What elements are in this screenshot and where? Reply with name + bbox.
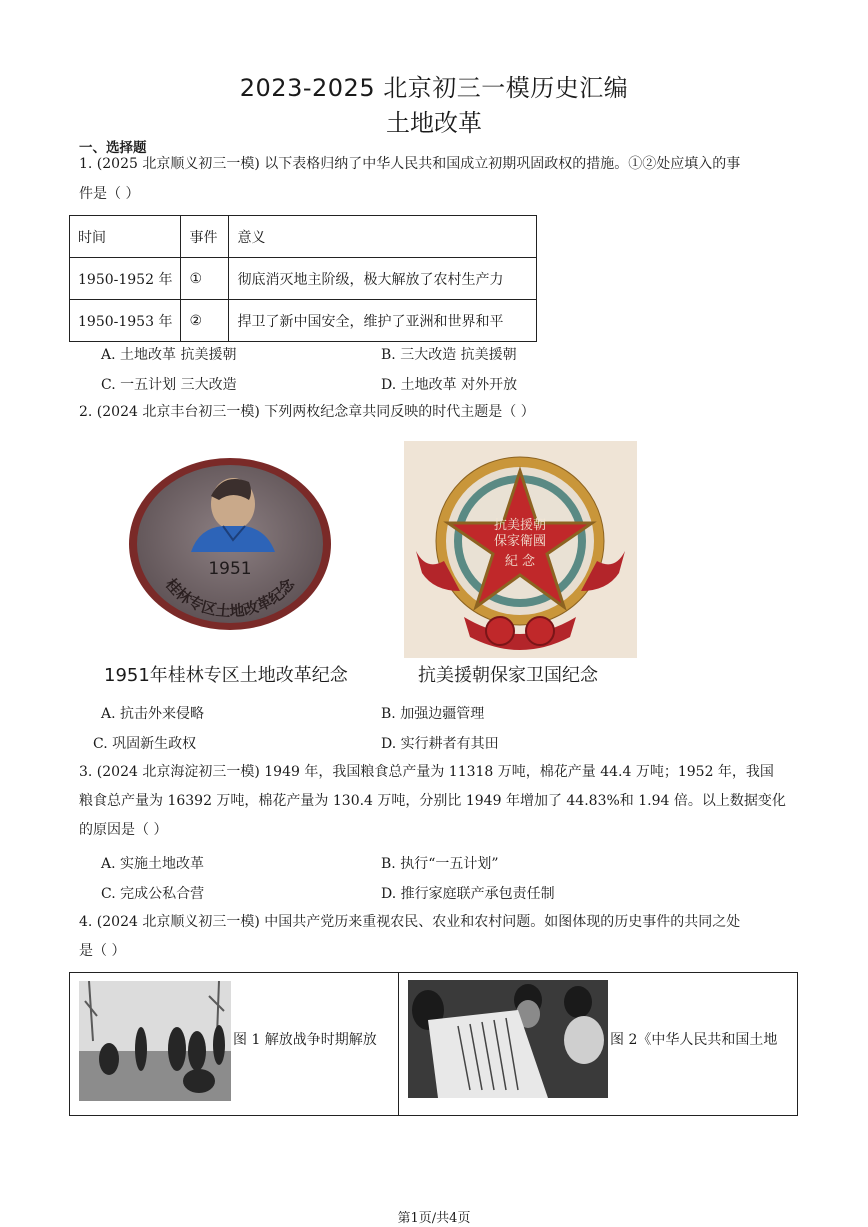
q3-stem-line1: 3. (2024 北京海淀初三一模) 1949 年，我国粮食总产量为 11318 万吨，棉花产量 44.4 万吨；1952 年，我国: [79, 764, 774, 780]
badge2-text-line2: 保家衛國: [493, 534, 547, 549]
land-reform-photo: [79, 981, 231, 1101]
badge2-text-line3: 紀 念: [504, 554, 536, 569]
q2-option-c[interactable]: C. 巩固新生政权: [93, 736, 197, 752]
page-number: 第1页/共4页: [397, 1211, 471, 1226]
q2-option-d[interactable]: D. 实行耕者有其田: [381, 736, 499, 752]
q3-option-a[interactable]: A. 实施土地改革: [101, 856, 205, 872]
q3-option-d[interactable]: D. 推行家庭联产承包责任制: [381, 886, 555, 902]
land-law-photo: [408, 980, 608, 1098]
q1-option-b[interactable]: B. 三大改造 抗美援朝: [381, 347, 517, 363]
badge2-text-line1: 抗美援朝: [493, 518, 547, 533]
q3-stem-line3: 的原因是（ ）: [79, 822, 168, 838]
table-cell: 捍卫了新中国安全，维护了亚洲和世界和平: [229, 300, 537, 342]
page-title: 2023-2025 北京初三一模历史汇编: [239, 74, 629, 102]
table-cell: ②: [181, 300, 229, 342]
table-row: [70, 300, 537, 342]
page-subtitle: 土地改革: [386, 109, 482, 137]
q2-option-b[interactable]: B. 加强边疆管理: [381, 706, 485, 722]
q1-option-c[interactable]: C. 一五计划 三大改造: [101, 377, 237, 393]
table-header-cell: 事件: [181, 216, 229, 258]
table-cell: 1950-1952 年: [70, 258, 181, 300]
fig1-caption: 图 1 解放战争时期解放: [233, 1032, 377, 1048]
q1-stem-line2: 件是（ ）: [79, 186, 140, 202]
q3-stem-line2: 粮食总产量为 16392 万吨，棉花产量为 130.4 万吨，分别比 1949 年增加了 44.83%和 1.94 倍。以上数据变化: [79, 793, 786, 809]
table-header-row: [70, 216, 537, 258]
resist-us-aid-korea-badge-image: [404, 441, 637, 658]
fig2-caption: 图 2《中华人民共和国土地: [610, 1032, 778, 1048]
section-heading: 一、选择题: [79, 140, 147, 156]
badge2-caption: 抗美援朝保家卫国纪念: [418, 665, 598, 686]
q1-table: [69, 215, 537, 342]
q2-option-a[interactable]: A. 抗击外来侵略: [101, 706, 205, 722]
table-row: [70, 258, 537, 300]
table-divider: [398, 973, 399, 1116]
q1-stem-line1: 1. (2025 北京顺义初三一模) 以下表格归纳了中华人民共和国成立初期巩固政权的措施。①②处应填入的事: [79, 156, 741, 172]
q4-figure-table: [69, 972, 798, 1116]
table-header-cell: 时间: [70, 216, 181, 258]
q3-option-c[interactable]: C. 完成公私合营: [101, 886, 205, 902]
table-header-cell: 意义: [229, 216, 537, 258]
q4-stem-line2: 是（ ）: [79, 943, 126, 959]
q4-stem-line1: 4. (2024 北京顺义初三一模) 中国共产党历来重视农民、农业和农村问题。如图体现的历史事件的共同之处: [79, 914, 741, 930]
q1-option-a[interactable]: A. 土地改革 抗美援朝: [101, 347, 237, 363]
land-reform-badge-image: [127, 456, 333, 632]
q3-option-b[interactable]: B. 执行“一五计划”: [381, 856, 499, 872]
table-cell: 彻底消灭地主阶级，极大解放了农村生产力: [229, 258, 537, 300]
q2-stem-line1: 2. (2024 北京丰台初三一模) 下列两枚纪念章共同反映的时代主题是（ ）: [79, 404, 535, 420]
badge1-caption: 1951年桂林专区土地改革纪念: [104, 665, 348, 686]
q1-option-d[interactable]: D. 土地改革 对外开放: [381, 377, 518, 393]
badge1-ring-text: 桂林专区土地改革纪念: [161, 575, 299, 621]
badge1-year: 1951: [208, 559, 252, 579]
table-cell: 1950-1953 年: [70, 300, 181, 342]
table-cell: ①: [181, 258, 229, 300]
